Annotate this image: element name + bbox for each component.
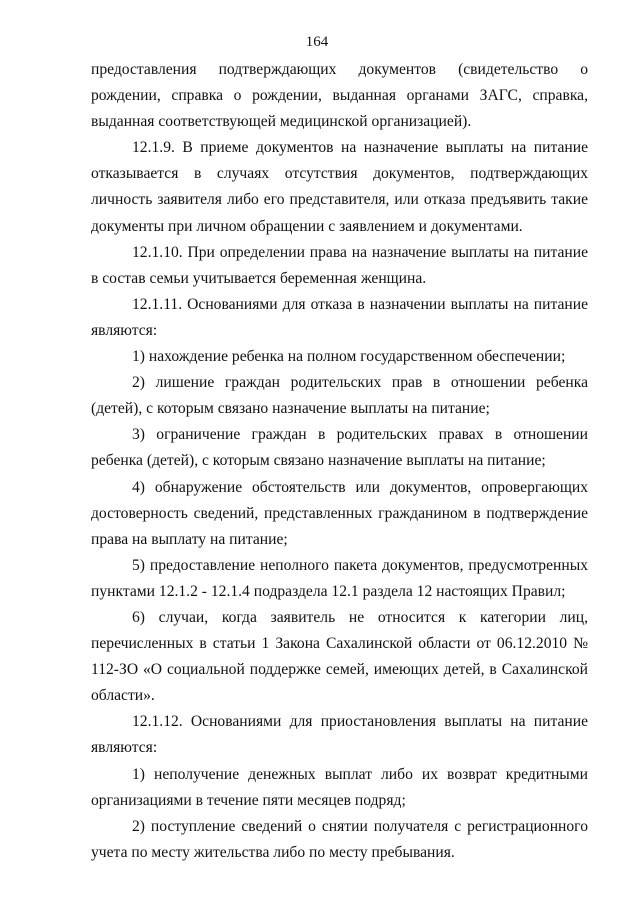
document-body bbox=[91, 57, 588, 866]
paragraph-12-1-9: 12.1.9. В приеме документов на назначение выплаты на питание отказывается в случаях отсутствия документов, подтверждающих личность заявителя либо его представителя, или отказа предъявить такие документы при личном обращении с заявлением и документами. bbox=[91, 139, 588, 235]
list-item: 1) неполучение денежных выплат либо их возврат кредитными организациями в течение пяти месяцев подряд; bbox=[91, 765, 588, 809]
list-item: 2) поступление сведений о снятии получателя с регистрационного учета по месту жительства либо по месту пребывания. bbox=[91, 817, 588, 861]
list-item: 4) обнаружение обстоятельств или документов, опровергающих достоверность сведений, представленных гражданином в подтверждение права на выплату на питание; bbox=[91, 478, 588, 548]
list-item: 1) нахождение ребенка на полном государственном обеспечении; bbox=[132, 348, 566, 366]
list-item: 6) случаи, когда заявитель не относится к категории лиц, перечисленных в статьи 1 Закона Сахалинской области от 06.12.2010 № 112-ЗО «О социальной поддержке семей, имеющих детей, в Сахалинской области». bbox=[91, 608, 588, 705]
list-item: 2) лишение граждан родительских прав в отношении ребенка (детей), с которым связано назначение выплаты на питание; bbox=[91, 374, 588, 418]
page-number: 164 bbox=[305, 34, 329, 50]
list-item: 3) ограничение граждан в родительских правах в отношении ребенка (детей), с которым связано назначение выплаты на питание; bbox=[91, 426, 588, 470]
list-item: 5) предоставление неполного пакета документов, предусмотренных пунктами 12.1.2 - 12.1.4 подраздела 12.1 раздела 12 настоящих Правил; bbox=[91, 556, 588, 600]
paragraph-12-1-12: 12.1.12. Основаниями для приостановления выплаты на питание являются: bbox=[91, 713, 588, 757]
paragraph-continuation: предоставления подтверждающих документов (свидетельство о рождении, справка о рождении, выданная органами ЗАГС, справка, выданная соответствующей медицинской организацией). bbox=[91, 61, 588, 131]
paragraph-12-1-10: 12.1.10. При определении права на назначение выплаты на питание в состав семьи учитывается беременная женщина. bbox=[91, 243, 588, 287]
paragraph-12-1-11: 12.1.11. Основаниями для отказа в назначении выплаты на питание являются: bbox=[91, 295, 588, 339]
